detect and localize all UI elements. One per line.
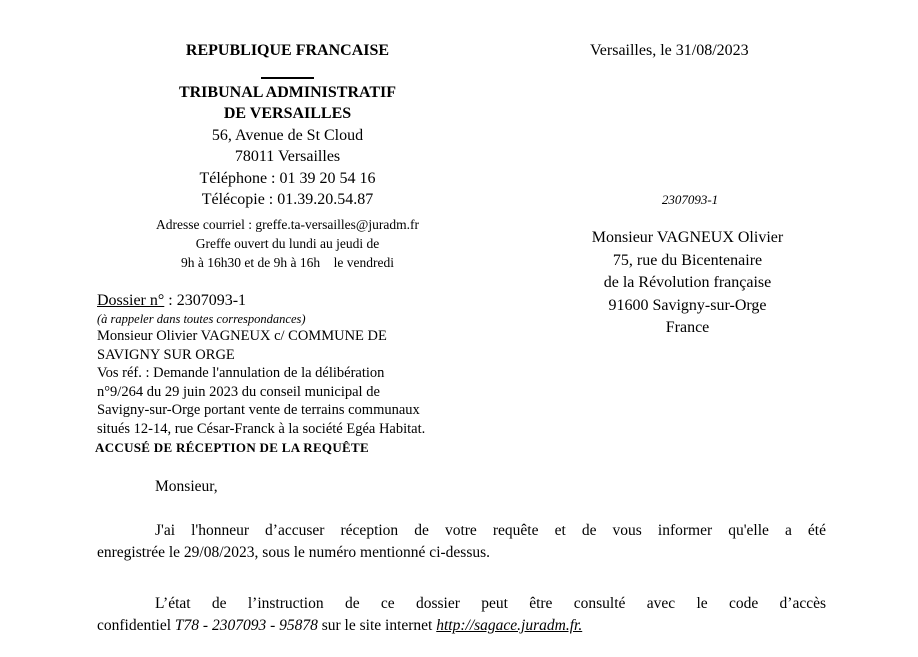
your-ref-line1: Vos réf. : Demande l'annulation de la délibération <box>97 365 385 381</box>
paragraph2-line1: L’état de l’instruction de ce dossier peut être consulté avec le code d’accès <box>155 595 826 612</box>
recipient-name: Monsieur VAGNEUX Olivier <box>591 229 784 246</box>
paragraph1-line2: enregistrée le 29/08/2023, sous le numéro mentionné ci-dessus. <box>97 544 491 561</box>
sagace-link[interactable]: http://sagace.juradm.fr. <box>436 617 583 634</box>
court-fax: Télécopie : 01.39.20.54.87 <box>201 191 374 208</box>
court-hours-line2: 9h à 16h30 et de 9h à 16h le vendredi <box>181 254 394 270</box>
recipient-city: 91600 Savigny-sur-Orge <box>608 296 767 314</box>
paragraph1-line1: J'ai l'honneur d’accuser réception de votre requête et de vous informer qu'elle a été <box>155 522 826 539</box>
header-divider <box>261 77 314 79</box>
your-ref-line2: n°9/264 du 29 juin 2023 du conseil municipal de <box>97 383 380 400</box>
republic-title: REPUBLIQUE FRANCAISE <box>185 42 390 59</box>
court-name-line1: TRIBUNAL ADMINISTRATIF <box>178 83 397 101</box>
court-email: Adresse courriel : greffe.ta-versailles@juradm.fr <box>156 216 419 232</box>
dossier-number-line <box>97 290 507 311</box>
court-header-block <box>95 40 480 272</box>
dossier-label: Dossier n° <box>97 292 165 309</box>
salutation: Monsieur, <box>155 478 218 495</box>
your-ref-line4: situés 12-14, rue César-Franck à la société Egéa Habitat. <box>97 420 426 437</box>
dossier-number: : 2307093-1 <box>164 292 247 309</box>
court-city: 78011 Versailles <box>234 148 341 165</box>
court-hours-line1: Greffe ouvert du lundi au jeudi de <box>195 235 380 251</box>
site-prefix: sur le site internet <box>317 617 437 634</box>
court-name-line2: DE VERSAILLES <box>223 105 352 122</box>
case-parties-line2: SAVIGNY SUR ORGE <box>97 346 235 363</box>
date-place-line: Versailles, le 31/08/2023 <box>590 42 749 59</box>
recipient-country: France <box>665 319 710 336</box>
recipient-street-line2: de la Révolution française <box>603 274 772 291</box>
confidential-prefix: confidentiel <box>97 617 175 634</box>
your-ref-line3: Savigny-sur-Orge portant vente de terrains communaux <box>97 402 420 418</box>
dossier-note: (à rappeler dans toutes correspondances) <box>97 312 306 326</box>
access-code: T78 - 2307093 - 95878 <box>174 617 318 634</box>
dossier-block <box>97 290 507 457</box>
court-street: 56, Avenue de St Cloud <box>211 126 364 144</box>
recipient-street-line1: 75, rue du Bicentenaire <box>612 251 763 269</box>
case-parties-line1: Monsieur Olivier VAGNEUX c/ COMMUNE DE <box>97 328 387 344</box>
recipient-address-block <box>540 227 835 340</box>
case-reference-number: 2307093-1 <box>661 192 719 207</box>
court-phone: Téléphone : 01 39 20 54 16 <box>199 169 376 187</box>
body-paragraph-1 <box>97 520 826 564</box>
body-paragraph-2 <box>97 593 826 637</box>
paragraph2-line2 <box>97 615 826 637</box>
subject-line: ACCUSÉ DE RÉCEPTION DE LA REQUÊTE <box>95 440 369 455</box>
